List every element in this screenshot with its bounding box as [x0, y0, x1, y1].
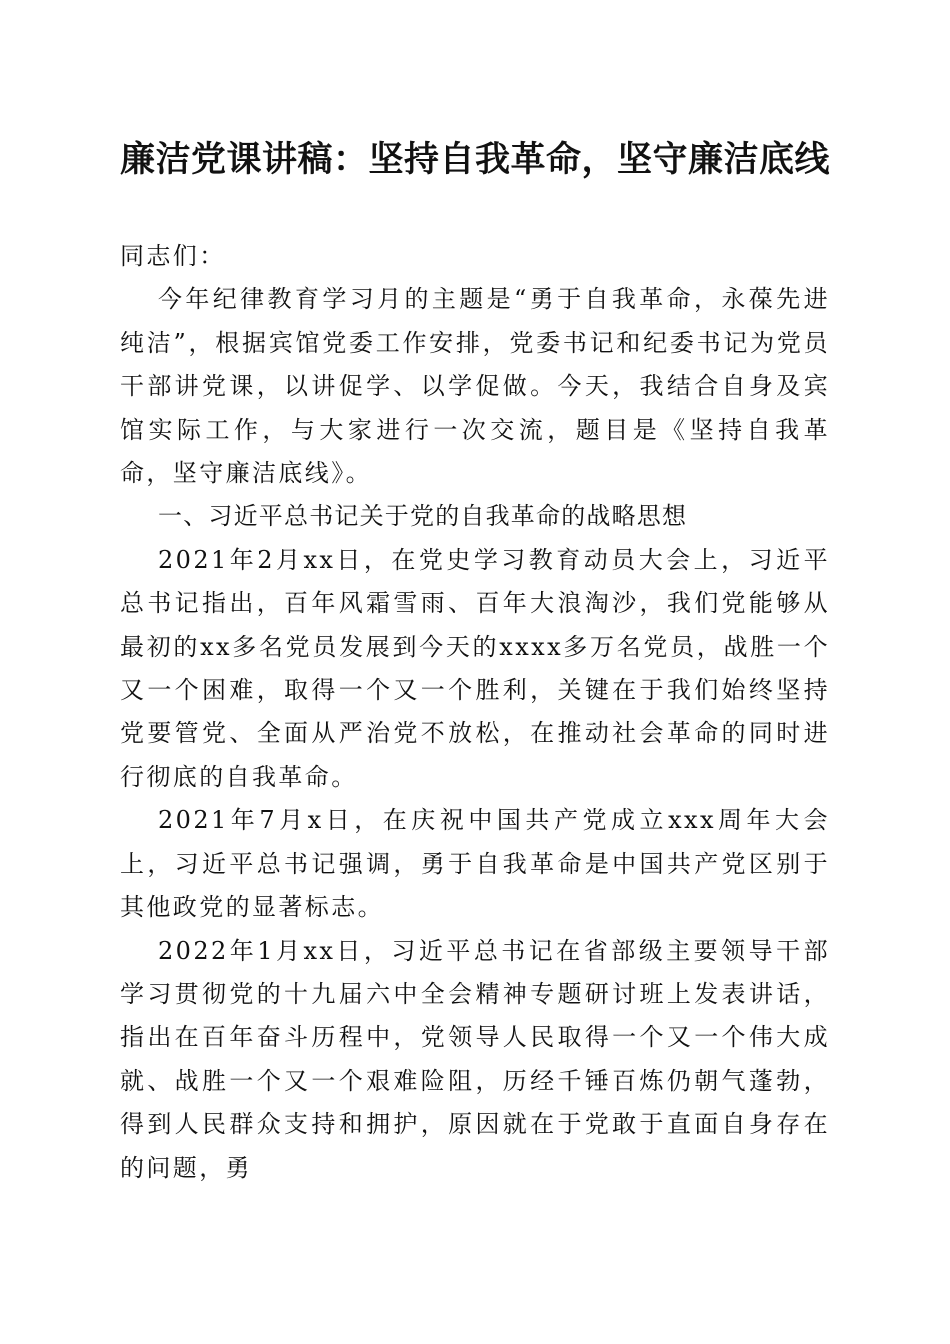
- document-body: [120, 235, 830, 1190]
- body-paragraph: 2022年1月xx日，习近平总书记在省部级主要领导干部学习贯彻党的十九届六中全会精神专题研讨班上发表讲话，指出在百年奋斗历程中，党领导人民取得一个又一个伟大成就、战胜一个又一个艰难险阻，历经千锤百炼仍朝气蓬勃，得到人民群众支持和拥护，原因就在于党敢于直面自身存在的问题，勇: [120, 936, 830, 1182]
- body-paragraph: 2021年2月xx日，在党史学习教育动员大会上，习近平总书记指出，百年风霜雪雨、百年大浪淘沙，我们党能够从最初的xx多名党员发展到今天的xxxx多万名党员，战胜一个又一个困难，取得一个又一个胜利，关键在于我们始终坚持党要管党、全面从严治党不放松，在推动社会革命的同时进行彻底的自我革命。: [120, 545, 830, 791]
- section-heading-1: 一、习近平总书记关于党的自我革命的战略思想: [158, 502, 688, 531]
- salutation: 同志们：: [120, 242, 226, 270]
- body-paragraph: 2021年7月x日，在庆祝中国共产党成立xxx周年大会上，习近平总书记强调，勇于自我革命是中国共产党区别于其他政党的显著标志。: [120, 806, 830, 922]
- intro-paragraph: 今年纪律教育学习月的主题是“勇于自我革命，永葆先进纯洁”，根据宾馆党委工作安排，党委书记和纪委书记为党员干部讲党课，以讲促学、以学促做。今天，我结合自身及宾馆实际工作，与大家进行一次交流，题目是《坚持自我革命，坚守廉洁底线》。: [120, 285, 830, 488]
- document-title: 廉洁党课讲稿：坚持自我革命，坚守廉洁底线: [119, 140, 830, 180]
